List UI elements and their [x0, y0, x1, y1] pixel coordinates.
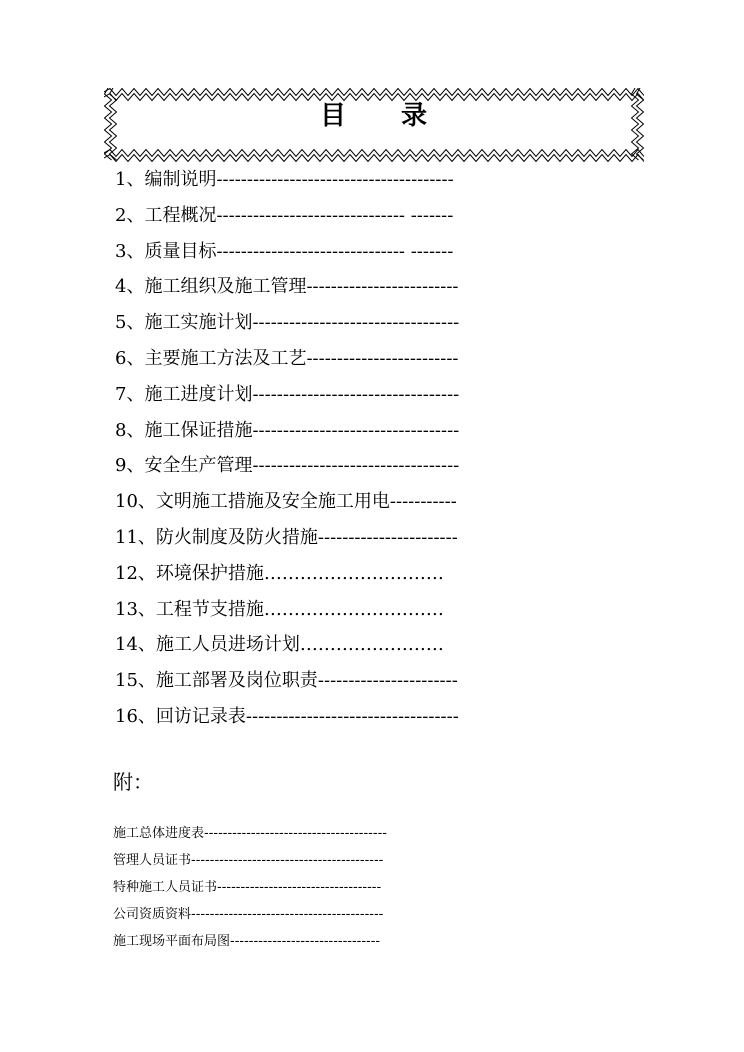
appendix-item[interactable]: 施工总体进度表--------------------------------------- — [113, 826, 387, 841]
table-of-contents — [115, 166, 515, 739]
appendix-item[interactable]: 施工现场平面布局图-------------------------------- — [113, 934, 381, 949]
toc-item[interactable]: 15、施工部署及岗位职责----------------------- — [115, 670, 458, 692]
appendix-list — [113, 824, 443, 959]
toc-item[interactable]: 14、施工人员进场计划…………………… — [115, 634, 444, 656]
toc-item[interactable]: 7、施工进度计划---------------------------------- — [115, 383, 460, 405]
toc-item[interactable]: 16、回访记录表----------------------------------- — [115, 705, 459, 727]
title-frame — [104, 88, 644, 162]
appendix-heading: 附： — [113, 770, 153, 794]
appendix-item[interactable]: 公司资质资料----------------------------------------- — [113, 907, 384, 922]
page-title: 目 录 — [319, 101, 428, 131]
toc-item[interactable]: 6、主要施工方法及工艺------------------------- — [115, 347, 459, 369]
toc-item[interactable]: 13、工程节支措施………………………… — [115, 598, 444, 620]
toc-item[interactable]: 10、文明施工措施及安全施工用电----------- — [115, 491, 457, 513]
toc-item[interactable]: 1、编制说明--------------------------------------- — [115, 169, 454, 190]
toc-item[interactable]: 3、质量目标------------------------------- ------- — [115, 240, 454, 262]
toc-item[interactable]: 11、防火制度及防火措施----------------------- — [115, 526, 458, 548]
toc-item[interactable]: 12、环境保护措施………………………… — [115, 562, 444, 584]
appendix-item[interactable]: 管理人员证书----------------------------------------- — [113, 853, 384, 868]
toc-item[interactable]: 4、施工组织及施工管理------------------------- — [115, 276, 459, 298]
toc-item[interactable]: 8、施工保证措施---------------------------------- — [115, 419, 460, 441]
appendix-item[interactable]: 特种施工人员证书----------------------------------- — [113, 880, 382, 895]
toc-item[interactable]: 5、施工实施计划---------------------------------- — [115, 312, 460, 334]
toc-item[interactable]: 9、安全生产管理---------------------------------- — [115, 455, 460, 477]
toc-item[interactable]: 2、工程概况------------------------------- ------- — [115, 204, 454, 226]
